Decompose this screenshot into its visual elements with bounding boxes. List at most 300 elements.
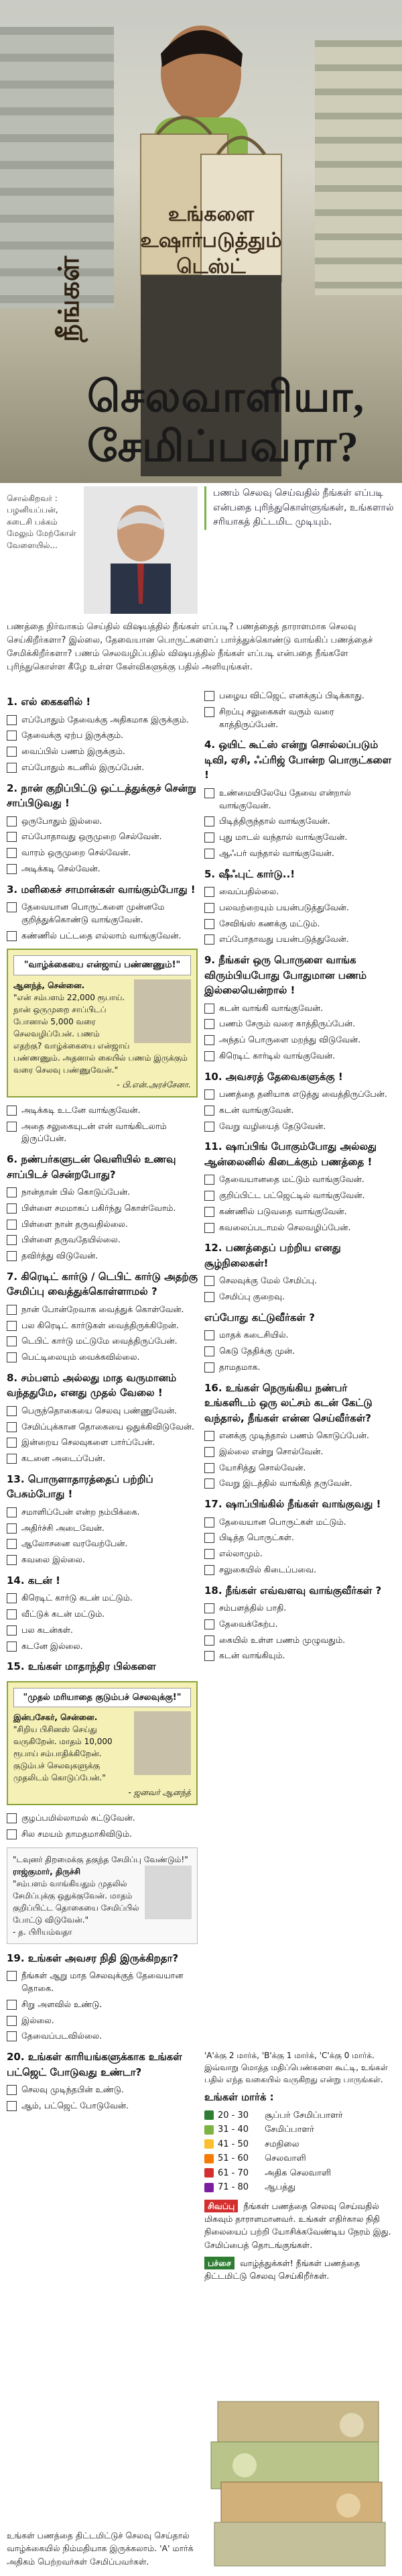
answer-option[interactable]: [7, 1186, 198, 1199]
question-title: 9. நீங்கள் ஒரு பொருளை வாங்க விரும்பியபோது போதுமான பணம் இல்லையென்றால் !: [204, 954, 367, 996]
verdict-tag-green: பச்சை: [204, 2257, 234, 2269]
checkbox[interactable]: [204, 707, 214, 717]
checkbox[interactable]: [204, 1603, 214, 1613]
answer-option[interactable]: [7, 901, 198, 926]
question-title: 6. நண்பர்களுடன் வெளியில் உணவு சாப்பிடச் சென்றபோது?: [7, 1153, 176, 1181]
answer-option-label: கவலை இல்லை.: [21, 1554, 85, 1564]
score-legend: [204, 2109, 395, 2194]
answer-option-label: குறிப்பிட்ட பட்ஜெட்டில் வாங்குவேன்.: [219, 1190, 365, 1200]
answer-option[interactable]: [7, 1335, 198, 1348]
checkbox[interactable]: [7, 1422, 17, 1432]
score-title: உங்கள் மார்க் :: [204, 2091, 274, 2103]
question-title: 18. நீங்கள் எவ்வளவு வாங்குவீர்கள் ?: [204, 1584, 382, 1597]
checkbox[interactable]: [204, 1004, 214, 1014]
checkbox[interactable]: [7, 848, 17, 858]
question-title: 16. உங்கள் நெருங்கிய நண்பர் உங்களிடம் ஒரு லட்சம் கடன் கேட்டு வந்தால், நீங்கள் என்ன செய்வீர்கள்?: [204, 1381, 373, 1424]
hero-line-1: உங்களை: [168, 203, 255, 226]
verdict-text-red: நீங்கள் பணத்தை செலவு செய்வதில் மிகவும் தாராளமானவர். உங்கள் எதிர்கால நிதி நிலையைப் பற்றி யோசிக்கவேண்டிய நேரம் இது. சேமிப்பைத் தொடங்குங்கள்.: [204, 2200, 391, 2250]
answer-option-label: பணம் சேரும் வரை காத்திருப்பேன்.: [219, 1018, 355, 1029]
answer-option-label: எப்போதாவது பயன்படுத்துவேன்.: [219, 934, 349, 945]
answer-option[interactable]: [7, 1812, 198, 1825]
answer-option-label: சலுகையில் கிடைப்பவை.: [219, 1564, 317, 1574]
answer-option[interactable]: [204, 918, 395, 930]
checkbox[interactable]: [7, 1813, 17, 1823]
testimonial-photo: [134, 979, 191, 1043]
answer-option[interactable]: [204, 1430, 395, 1442]
answer-option[interactable]: [7, 1506, 198, 1519]
answer-option[interactable]: [204, 787, 395, 812]
answer-option[interactable]: [7, 2100, 198, 2112]
answer-option-label: சில சமயம் தாமதமாகிவிடும்.: [21, 1829, 132, 1839]
answer-option[interactable]: [7, 1218, 198, 1231]
answer-option-label: கிரெடிட் கார்டு கடன் மட்டும்.: [21, 1593, 133, 1603]
answer-option[interactable]: [204, 885, 395, 898]
checkbox[interactable]: [7, 931, 17, 941]
answer-option-label: பலவற்றையும் பயன்படுத்துவேன்.: [219, 902, 349, 912]
checkbox[interactable]: [204, 1346, 214, 1356]
answer-option[interactable]: [204, 1002, 395, 1015]
question-title: 5. ஷீஃபுட் கார்டு..!: [204, 867, 295, 880]
answer-option[interactable]: [7, 930, 198, 943]
answer-option[interactable]: [7, 1120, 198, 1146]
answer-option-label: நான்தான் பில் கொடுப்பேன்.: [21, 1187, 131, 1197]
answer-option[interactable]: [7, 729, 198, 742]
checkbox[interactable]: [204, 1106, 214, 1116]
checkbox[interactable]: [204, 1191, 214, 1201]
answer-option-label: ஆஃபர் வந்தால் வாங்குவேன்.: [219, 847, 334, 858]
checkbox[interactable]: [204, 1089, 214, 1099]
checkbox[interactable]: [204, 1479, 214, 1489]
answer-option[interactable]: [7, 1202, 198, 1215]
score-range: 31 - 40: [218, 2125, 249, 2135]
answer-option-label: சேவிங்ஸ் கணக்கு மட்டும்.: [219, 918, 320, 928]
testimonial-name: ஆனந்த், சென்னை.: [13, 980, 85, 990]
checkbox[interactable]: [7, 1523, 17, 1534]
score-range: 20 - 30: [218, 2110, 249, 2121]
answer-option-label: வேறு இடத்தில் வாங்கித் தருவேன்.: [219, 1478, 352, 1489]
checkbox[interactable]: [204, 1035, 214, 1045]
answer-option-label: அடிக்கடி உடனே வாங்குவேன்.: [21, 1104, 141, 1115]
score-range: 71 - 80: [218, 2182, 249, 2192]
checkbox[interactable]: [204, 1533, 214, 1543]
testimonial-heading: "வாழ்க்கையை என்ஜாய் பண்ணணும்!": [13, 955, 191, 975]
checkbox[interactable]: [7, 731, 17, 741]
answer-option[interactable]: [7, 1970, 198, 1995]
answer-option[interactable]: [7, 1351, 198, 1364]
checkbox[interactable]: [204, 1207, 214, 1217]
testimonial-text: "சிறிய பிசினஸ் செய்து வருகிறேன். மாதம் 10,000 ரூபாய் சம்பாதிக்கிறேன். குடும்பச் செலவுகளுக்கு முதலிடம் கொடுப்பேன்.": [13, 1725, 113, 1783]
answer-option-label: வேறு வழியைத் தேடுவேன்.: [219, 1120, 326, 1131]
answer-option[interactable]: [7, 815, 198, 828]
answer-option[interactable]: [204, 1548, 395, 1560]
answer-option-label: சேமிப்பு குறைவு.: [219, 1291, 285, 1301]
checkbox[interactable]: [204, 788, 214, 798]
checkbox[interactable]: [204, 833, 214, 843]
answer-option-label: தேவையான பொருட்கள் மட்டும்.: [219, 1516, 346, 1527]
answer-option[interactable]: [204, 1361, 395, 1374]
checkbox[interactable]: [7, 1454, 17, 1464]
checkbox[interactable]: [7, 1971, 17, 1981]
answer-option[interactable]: [7, 714, 198, 727]
answer-option-label: கண்ணில் படுவதை வாங்குவேன்.: [219, 1205, 347, 1216]
answer-option-label: அதிர்ச்சி அடைவேன்.: [21, 1522, 105, 1533]
answer-option-label: செலவுக்கு மேல் சேமிப்பு.: [219, 1275, 317, 1286]
answer-option-label: குழப்பமில்லாமல் கட்டுவேன்.: [21, 1813, 135, 1823]
testimonial-heading: "டவுனர் திறமைக்கு தகுந்த சேமிப்பு வேண்டும்!": [13, 1854, 188, 1864]
checkbox[interactable]: [204, 934, 214, 945]
score-row: [204, 2123, 395, 2137]
score-color-swatch: [204, 2154, 214, 2163]
score-range: 41 - 50: [218, 2139, 249, 2149]
checkbox[interactable]: [7, 715, 17, 725]
answer-option[interactable]: [7, 1554, 198, 1566]
question-title: 7. கிரெடிட் கார்டு / டெபிட் கார்டு அதற்கு சேமிப்பு வைத்துக்கொள்ளாமல் ?: [7, 1270, 198, 1298]
checkbox[interactable]: [7, 902, 17, 912]
answer-option[interactable]: [204, 690, 395, 702]
checkbox[interactable]: [7, 1555, 17, 1565]
intro-body: பணத்தை நிர்வாகம் செய்தில் விஷயத்தில் நீங்கள் எப்படி? பணத்தைத் தாராளமாக செலவு செய்கிறீர்களா? இல்லை, தேவையான பொருட்களைப் பார்த்துக்கொண்டு வாங்கிப் பணத்தைச் சேமிக்கிறீர்களா? பணம் செலவழிப்பதில் விஷயத்தில் நீங்கள் எப்படி என்பதை நீங்களே புரிந்துகொள்ள கீழே உள்ள கேள்விகளுக்கு பதில் அளியுங்கள்.: [7, 622, 373, 673]
score-label: அதிக செலவாளி: [265, 2167, 332, 2178]
answer-option-label: கடனே இல்லை.: [21, 1640, 83, 1651]
checkbox[interactable]: [7, 816, 17, 826]
answer-option-label: கடனை அடைப்பேன்.: [21, 1453, 106, 1463]
testimonial-box: [7, 1681, 198, 1806]
checkbox[interactable]: [7, 2016, 17, 2026]
answer-option-label: எல்லாமும்.: [219, 1548, 263, 1558]
score-row: [204, 2109, 395, 2123]
score-color-swatch: [204, 2139, 214, 2149]
checkbox[interactable]: [7, 1251, 17, 1261]
answer-option[interactable]: [7, 1592, 198, 1605]
question-title: 15. உங்கள் மாதாந்திர பில்களை: [7, 1660, 156, 1673]
checkbox[interactable]: [7, 1203, 17, 1214]
answer-option-label: யோசித்து சொல்வேன்.: [219, 1462, 306, 1472]
checkbox[interactable]: [204, 1635, 214, 1646]
checkbox[interactable]: [7, 1305, 17, 1315]
score-row: [204, 2167, 395, 2180]
answer-option[interactable]: [7, 2015, 198, 2027]
checkbox[interactable]: [7, 1539, 17, 1549]
hero-line-3: டெஸ்ட்: [176, 255, 246, 278]
hero-question-1: செலவாளியா,: [87, 373, 365, 421]
answer-option-label: எப்போதும் கடனில் இருப்பேன்.: [21, 761, 145, 772]
testimonial-photo: [145, 1866, 192, 1919]
question-title: 3. மளிகைச் சாமான்கள் வாங்கும்போது !: [7, 883, 196, 896]
checkbox[interactable]: [7, 864, 17, 874]
checkbox[interactable]: [7, 1220, 17, 1230]
checkbox[interactable]: [7, 1642, 17, 1652]
answer-option[interactable]: [7, 1320, 198, 1332]
answer-option[interactable]: [204, 1189, 395, 1202]
answer-option-label: தாமதமாக.: [219, 1361, 261, 1372]
checkbox[interactable]: [7, 763, 17, 773]
answer-option[interactable]: [204, 1034, 395, 1046]
answer-option[interactable]: [7, 1640, 198, 1653]
answer-option[interactable]: [7, 1104, 198, 1117]
checkbox[interactable]: [204, 849, 214, 859]
checkbox[interactable]: [204, 1362, 214, 1373]
answer-option[interactable]: [7, 1624, 198, 1637]
answer-option-label: பிடித்த பொருட்கள்.: [219, 1532, 294, 1543]
answer-option[interactable]: [7, 1436, 198, 1449]
answer-option-label: தேவைப்படவில்லை.: [21, 2031, 103, 2041]
checkbox[interactable]: [204, 1276, 214, 1286]
answer-option-label: பெட்டிலையும் வைக்கவில்லை.: [21, 1352, 140, 1362]
answer-option[interactable]: [7, 1303, 198, 1316]
checkbox[interactable]: [204, 1223, 214, 1233]
question-title: 14. கடன் !: [7, 1574, 60, 1587]
answer-option-label: சம்பளத்தில் பாதி.: [219, 1603, 287, 1613]
question-title: எப்போது கட்டுவீர்கள் ?: [204, 1311, 315, 1324]
answer-option-label: சிறு அளவில் உண்டு.: [21, 1998, 103, 2009]
score-row: [204, 2181, 395, 2194]
answer-option[interactable]: [7, 1998, 198, 2011]
answer-option[interactable]: [204, 1564, 395, 1576]
checkbox[interactable]: [204, 1019, 214, 1029]
answer-option[interactable]: [7, 1250, 198, 1263]
checkbox[interactable]: [204, 1051, 214, 1061]
checkbox[interactable]: [204, 691, 214, 701]
checkbox[interactable]: [7, 1507, 17, 1517]
answer-option-label: பிள்ளை சமமாகப் பகிர்ந்து கொள்வோம்.: [21, 1202, 176, 1213]
checkbox[interactable]: [7, 1352, 17, 1362]
answer-option[interactable]: [204, 902, 395, 914]
answer-option[interactable]: [204, 815, 395, 828]
question-title: 10. அவசரத் தேவைகளுக்கு !: [204, 1070, 343, 1083]
answer-option[interactable]: [204, 706, 395, 731]
answer-option[interactable]: [7, 2084, 198, 2096]
answer-option-label: ஆம், பட்ஜெட் போடுவேன்.: [21, 2100, 129, 2110]
question-title: 19. உங்கள் அவசர நிதி இருக்கிறதா?: [7, 1951, 179, 1964]
answer-option-label: பல கிரெடிட் கார்டுகள் வைத்திருக்கிறேன்.: [21, 1320, 179, 1330]
answer-option-label: சமாளிப்பேன் என்ற நம்பிக்கை.: [21, 1506, 140, 1517]
answer-option-label: பல கடன்கள்.: [21, 1624, 73, 1635]
checkbox[interactable]: [7, 1609, 17, 1619]
answer-option[interactable]: [204, 1120, 395, 1133]
answer-option[interactable]: [204, 1634, 395, 1647]
hero-subtitle: [127, 201, 295, 280]
checkbox[interactable]: [7, 1438, 17, 1448]
score-label: சேமிப்பாளர்: [265, 2125, 314, 2135]
score-label: சமநிலை: [265, 2139, 299, 2149]
checkbox[interactable]: [7, 2101, 17, 2111]
answer-option-label: டெபிட் கார்டு மட்டுமே வைத்திருப்பேன்.: [21, 1336, 178, 1346]
checkbox[interactable]: [7, 1187, 17, 1197]
score-verdict-2: [204, 2257, 395, 2283]
answer-option[interactable]: [204, 1173, 395, 1186]
hero-line-2: உஷார்படுத்தும்: [140, 229, 282, 252]
answer-option[interactable]: [204, 1104, 395, 1117]
answer-option-label: தேவைக்கேற்ப.: [219, 1618, 278, 1629]
checkbox[interactable]: [7, 1406, 17, 1416]
answer-option-label: பழைய விட்ஜெட் எனக்குப் பிடிக்காது.: [219, 690, 364, 700]
checkbox[interactable]: [7, 2000, 17, 2010]
answer-option-label: வாரம் ஒருமுறை செல்வேன்.: [21, 847, 131, 857]
quiz-column-right: [204, 688, 395, 1666]
answer-option[interactable]: [204, 1050, 395, 1063]
question-title: 20. உங்கள் காரியங்களுக்காக உங்கள் பட்ஜெட் போடுவது உண்டா?: [7, 2051, 182, 2078]
testimonial-signature: - பி.என்.அரச்சேனா.: [117, 1079, 191, 1089]
answer-option[interactable]: [204, 1516, 395, 1529]
checkbox[interactable]: [204, 1330, 214, 1340]
score-color-swatch: [204, 2168, 214, 2178]
question-title: 1. எல் கைகளில் !: [7, 696, 91, 708]
answer-option[interactable]: [7, 1234, 198, 1246]
answer-option[interactable]: [204, 1018, 395, 1030]
verdict-tag-red: சிவப்பு: [204, 2200, 238, 2212]
answer-option-label: சிறப்பு சலுகைகள் வரும் வரை காத்திருப்பேன்.: [219, 706, 334, 729]
hero-side-label: நீங்கள்: [52, 256, 85, 342]
answer-option[interactable]: [7, 1538, 198, 1550]
answer-option[interactable]: [7, 863, 198, 875]
answer-option-label: இன்றைய செலவுகளை பார்ப்பேன்.: [21, 1437, 155, 1448]
score-intro: 'A'க்கு 2 மார்க், 'B'க்கு 1 மார்க், 'C'க்கு 0 மார்க். இவ்வாறு மொத்த மதிப்பெண்களை கூட்டி, உங்கள் பதில் எந்த வகையில் வருகிறது என்று பாருங்கள்.: [204, 2051, 388, 2084]
answer-option-label: வீட்டுக் கடன் மட்டும்.: [21, 1609, 105, 1619]
checkbox[interactable]: [204, 1175, 214, 1185]
answer-option-label: மாதக் கடைசியில்.: [219, 1330, 289, 1340]
checkbox[interactable]: [7, 1122, 17, 1132]
answer-option[interactable]: [7, 745, 198, 758]
answer-option-label: அதை சலுகையுடன் என் வாங்கிடலாம் இருப்பேன்.: [21, 1120, 167, 1144]
checkbox[interactable]: [204, 816, 214, 826]
store-shelf-right: [315, 40, 402, 295]
checkbox[interactable]: [7, 1625, 17, 1635]
answer-option[interactable]: [7, 1405, 198, 1417]
answer-option[interactable]: [204, 1205, 395, 1218]
checkbox[interactable]: [7, 1593, 17, 1603]
testimonial-box: [7, 1847, 198, 1944]
answer-option-label: அந்தப் பொருளை மறந்து விடுவேன்.: [219, 1034, 361, 1044]
testimonial-name: இன்பசேகர், சென்னை.: [13, 1713, 98, 1723]
checkbox[interactable]: [7, 1321, 17, 1331]
hero-question-2: சேமிப்பவரா?: [87, 422, 359, 470]
answer-option[interactable]: [204, 1602, 395, 1615]
answer-option[interactable]: [204, 1329, 395, 1342]
checkbox[interactable]: [7, 2031, 17, 2041]
score-label: செலவாளி: [265, 2153, 306, 2163]
answer-option-label: செலவு முடிந்தபின் உண்டு.: [21, 2084, 124, 2094]
answer-option[interactable]: [204, 1477, 395, 1490]
answer-option-label: கையில் உள்ள பணம் முழுவதும்.: [219, 1634, 346, 1645]
answer-option-label: இல்லை.: [21, 2015, 54, 2025]
hero-question: [87, 372, 395, 471]
answer-option-label: சேமிப்புக்கான தொகையை ஒதுக்கிவிடுவேன்.: [21, 1421, 194, 1432]
checkbox[interactable]: [7, 1829, 17, 1839]
answer-option-label: வைப்பதில்லை.: [219, 886, 279, 896]
answer-option-label: பிடித்திருந்தால் வாங்குவேன்.: [219, 816, 330, 826]
answer-option[interactable]: [204, 933, 395, 946]
checkbox[interactable]: [204, 1619, 214, 1629]
answer-option[interactable]: [204, 1088, 395, 1101]
expert-photo: [84, 486, 198, 614]
checkbox[interactable]: [7, 747, 17, 757]
testimonial-name: ராஜ்குமார், திருச்சி: [13, 1866, 80, 1876]
checkbox[interactable]: [204, 1122, 214, 1132]
answer-option[interactable]: [204, 1345, 395, 1358]
verdict-text-green: வாழ்த்துக்கள்! நீங்கள் பணத்தை திட்டமிட்டு செலவு செய்கிறீர்கள்.: [204, 2258, 360, 2282]
answer-option[interactable]: [7, 761, 198, 774]
answer-option-label: எப்போதாவது ஒருமுறை செல்வேன்.: [21, 831, 162, 842]
answer-option-label: கிரெடிட் கார்டில் வாங்குவேன்.: [219, 1050, 336, 1061]
answer-option-label: பெருந்தொகையை செலவு பண்ணுவேன்.: [21, 1405, 178, 1415]
answer-option-label: கண்ணில் பட்டதை எல்லாம் வாங்குவேன்.: [21, 930, 182, 941]
checkbox[interactable]: [204, 1431, 214, 1441]
question-title: 8. சம்பளம் அல்லது மாத வருமானம் வந்ததுமே, எனது முதல் வேலை !: [7, 1371, 177, 1399]
checkbox[interactable]: [204, 1517, 214, 1527]
checkbox[interactable]: [204, 1651, 214, 1661]
answer-option[interactable]: [7, 847, 198, 859]
checkbox[interactable]: [204, 1463, 214, 1473]
checkbox[interactable]: [204, 1447, 214, 1457]
answer-option[interactable]: [204, 1291, 395, 1303]
answer-option[interactable]: [204, 1275, 395, 1287]
checkbox[interactable]: [7, 2085, 17, 2095]
answer-option-label: எனக்கு முடிந்தால் பணம் கொடுப்பேன்.: [219, 1430, 369, 1440]
answer-option-label: கவலைப்படாமல் செலவழிப்பேன்.: [219, 1222, 351, 1232]
testimonial-text: "சம்பளம் வாங்கியதும் முதலில் சேமிப்புக்கு ஒதுக்குவேன். மாதம் குறிப்பிட்ட தொகையை சேமிப்பில் போட்டு விடுவேன்.": [13, 1878, 139, 1925]
checkbox[interactable]: [204, 919, 214, 929]
score-row: [204, 2138, 395, 2151]
answer-option[interactable]: [7, 1608, 198, 1621]
expert-note: சொல்கிறவர் : பழனியப்பன், கடைசி பக்கம் மேலும் மேற்கோள் வேளையில்...: [7, 494, 76, 550]
answer-option[interactable]: [7, 830, 198, 843]
checkbox[interactable]: [7, 1235, 17, 1245]
answer-option[interactable]: [204, 831, 395, 844]
answer-option[interactable]: [204, 1222, 395, 1234]
answer-option-label: ஒருபோதும் இல்லை.: [21, 815, 103, 826]
answer-option[interactable]: [7, 2030, 198, 2043]
answer-option[interactable]: [204, 847, 395, 860]
score-section: [204, 2049, 395, 2283]
answer-option-label: அடிக்கடி செல்வேன்.: [21, 863, 100, 873]
quiz-column-left: [7, 688, 198, 2116]
answer-option[interactable]: [7, 1828, 198, 1841]
answer-option-label: நான் போன்றேவாக வைத்துக் கொள்வேன்.: [21, 1303, 184, 1314]
score-color-swatch: [204, 2183, 214, 2192]
checkbox[interactable]: [204, 887, 214, 897]
answer-option-label: பணத்தை தனியாக எடுத்து வைத்திருப்பேன்.: [219, 1089, 387, 1099]
lead-text: பணம் செலவு செய்வதில் நீங்கள் எப்படி என்பதை புரிந்துகொள்ளுங்கள், உங்களால் சரியாகத் திட்டமிட முடியும்.: [204, 486, 395, 530]
answer-option[interactable]: [7, 1522, 198, 1535]
checkbox[interactable]: [204, 1549, 214, 1559]
answer-option[interactable]: [7, 1421, 198, 1434]
answer-option[interactable]: [204, 1446, 395, 1458]
answer-option-label: கெடு தேதிக்கு முன்.: [219, 1346, 295, 1356]
answer-option[interactable]: [204, 1462, 395, 1474]
testimonial-box: [7, 949, 198, 1097]
answer-option[interactable]: [204, 1532, 395, 1544]
score-verdict: [204, 2200, 395, 2252]
answer-option-label: நீங்கள் ஆறு மாத செலவுக்குத் தேவையான தொகை.: [21, 1970, 184, 1993]
answer-option-label: தேவையான பொருட்களை முன்னமே குறித்துக்கொண்டு வாங்குவேன்.: [21, 902, 165, 924]
question-title: 11. ஷாப்பிங் போகும்போது அல்லது ஆன்லைனில் கிடைக்கும் பணத்தை !: [204, 1140, 377, 1168]
answer-option[interactable]: [204, 1650, 395, 1662]
checkbox[interactable]: [204, 1565, 214, 1575]
answer-option[interactable]: [7, 1452, 198, 1465]
testimonial-signature: - ஜனவர் ஆனந்த்: [128, 1788, 191, 1798]
testimonial-photo: [134, 1711, 191, 1775]
question-title: 13. பொருளாதாரத்தைப் பற்றிப் பேசும்போது !: [7, 1472, 153, 1501]
checkbox[interactable]: [7, 1106, 17, 1116]
answer-option-label: தேவைக்கு ஏற்ப இருக்கும்.: [21, 730, 124, 741]
answer-option-label: பிள்ளை தருவதேயில்லை.: [21, 1234, 121, 1245]
checkbox[interactable]: [204, 1292, 214, 1302]
answer-option[interactable]: [204, 1618, 395, 1631]
checkbox[interactable]: [7, 1336, 17, 1346]
checkbox[interactable]: [204, 903, 214, 913]
checkbox[interactable]: [7, 832, 17, 842]
score-label: ஆபத்து: [265, 2182, 295, 2192]
